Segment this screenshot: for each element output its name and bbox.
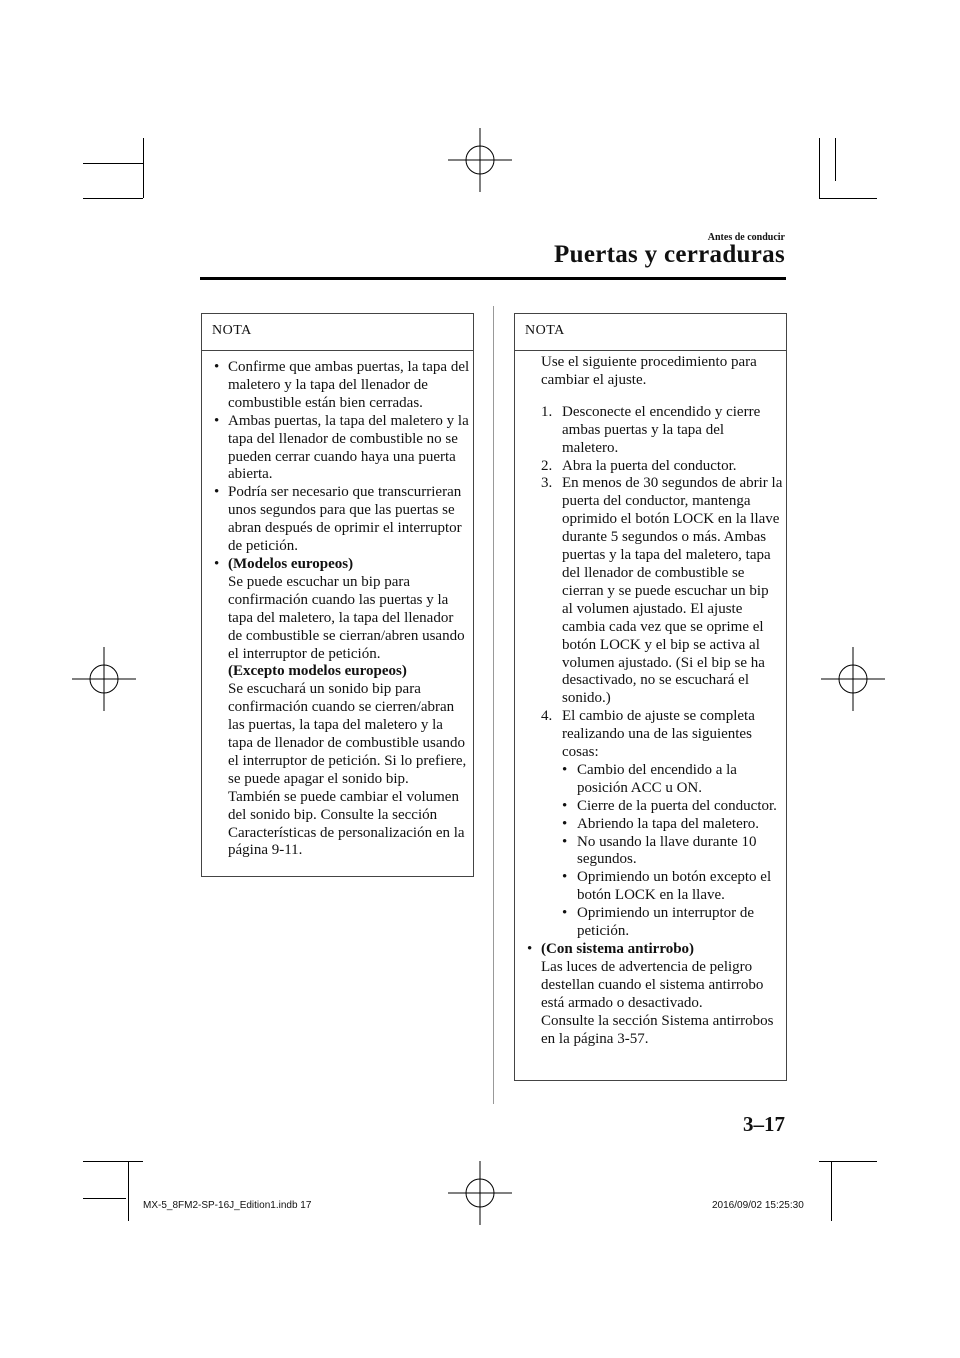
list-item-text: Confirme que ambas puertas, la tapa del maletero y la tapa del llenador de combustible están bien cerradas.: [228, 359, 470, 411]
registration-mark-top-icon: [448, 128, 512, 192]
list-item: [214, 556, 470, 860]
note-label: NOTA: [525, 323, 565, 338]
step-number: 3.: [541, 475, 553, 492]
sub-list-item: • Oprimiendo un botón excepto el botón LOCK en la llave.: [562, 869, 772, 904]
sub-list-item: • Abriendo la tapa del maletero.: [562, 815, 760, 832]
right-note-box: [514, 313, 787, 1081]
sub-list: [562, 762, 783, 941]
list-item-text: Podría ser necesario que transcurrieran unos segundos para que las puertas se abran después de oprimir el interruptor de petición.: [228, 484, 462, 555]
list-item: [527, 941, 783, 1048]
sub-list-item: • Oprimiendo un interruptor de petición.: [562, 905, 755, 940]
subheading-antitheft: (Con sistema antirrobo): [541, 941, 695, 957]
bullet-icon: •: [562, 761, 568, 778]
step-item: [541, 404, 783, 458]
bullet-icon: •: [214, 359, 220, 375]
antitheft-list: [527, 941, 783, 1048]
bullet-icon: •: [214, 484, 220, 501]
sub-list-item: • Cambio del encendido a la posición ACC u ON.: [562, 761, 737, 796]
sub-list-item: • Cierre de la puerta del conductor.: [562, 797, 777, 814]
step-number: 4.: [541, 708, 553, 725]
bullet-icon: •: [562, 815, 568, 832]
paragraph: Se puede escuchar un bip para confirmación cuando las puertas y la tapa del maletero, la tapa del llenador de combustible se cierran/abren usando el interruptor de petición.: [228, 573, 465, 662]
step-text: Desconecte el encendido y cierre ambas puertas y la tapa del maletero.: [562, 403, 761, 456]
step-text: El cambio de ajuste se completa realizando una de las siguientes cosas:: [562, 708, 755, 761]
intro-text: Use el siguiente procedimiento para cambiar el ajuste.: [541, 354, 757, 388]
bullet-icon: •: [562, 833, 568, 850]
paragraph: También se puede cambiar el volumen del sonido bip. Consulte la sección Características de personalización en la página 9-11.: [228, 788, 465, 859]
registration-mark-right-icon: [821, 647, 885, 711]
paragraph: Se escuchará un sonido bip para confirmación cuando se cierren/abran las puertas, la tapa del maletero y la tapa de llenador de combustible usando el interruptor de petición. Si lo prefiere, se puede apagar el sonido bip.: [228, 681, 467, 787]
list-item-text: Ambas puertas, la tapa del maletero y la tapa del llenador de combustible no se pueden cerrar cuando haya una puerta abierta.: [228, 412, 469, 483]
left-note-list: [214, 359, 470, 860]
subheading-european: (Modelos europeos): [228, 555, 354, 572]
column-divider: [493, 306, 494, 1104]
note-separator: [515, 350, 786, 351]
header-rule: [200, 277, 786, 280]
list-item: [214, 484, 470, 556]
steps-list: [541, 404, 783, 941]
step-text: Abra la puerta del conductor.: [562, 457, 737, 474]
section-name: Antes de conducir: [707, 232, 785, 243]
step-number: 1.: [541, 403, 553, 420]
registration-mark-bottom-icon: [448, 1161, 512, 1225]
bullet-icon: •: [214, 555, 220, 572]
list-item: [214, 413, 470, 485]
paragraph: Las luces de advertencia de peligro destellan cuando el sistema antirrobo está armado o desactivado.: [541, 958, 764, 1011]
footer-timestamp: 2016/09/02 15:25:30: [712, 1200, 804, 1211]
list-item: [214, 359, 470, 413]
right-note-content: [527, 354, 783, 1048]
footer-file-info: MX-5_8FM2-SP-16J_Edition1.indb 17: [143, 1200, 312, 1211]
left-note-box: [201, 313, 474, 877]
subheading-non-european: (Excepto modelos europeos): [228, 663, 407, 680]
step-number: 2.: [541, 457, 553, 474]
bullet-icon: •: [562, 905, 568, 922]
bullet-icon: •: [527, 941, 533, 957]
note-label: NOTA: [212, 323, 252, 338]
page-title: Puertas y cerraduras: [554, 241, 785, 268]
sub-list-item: • No usando la llave durante 10 segundos.: [562, 833, 757, 868]
paragraph: Consulte la sección Sistema antirrobos en la página 3-57.: [541, 1012, 774, 1047]
bullet-icon: •: [562, 869, 568, 886]
bullet-icon: •: [562, 797, 568, 814]
page-number: 3–17: [743, 1112, 785, 1136]
registration-mark-left-icon: [72, 647, 136, 711]
step-item: [541, 475, 783, 708]
step-text: En menos de 30 segundos de abrir la puerta del conductor, mantenga oprimido el botón LOCK en la llave durante 5 segundos o más. Ambas puertas y la tapa del maletero, tapa del llenador de combustible se cierran y se puede escuchar un bip al volumen ajustado. El ajuste cambia cada vez que se oprime el botón LOCK y el bip se activa al volumen ajustado. (Si el bip se ha desactivado, no se escuchará el sonido.): [562, 475, 783, 707]
step-item: [541, 458, 783, 476]
note-separator: [202, 350, 473, 351]
step-item: [541, 708, 783, 941]
bullet-icon: •: [214, 412, 220, 429]
